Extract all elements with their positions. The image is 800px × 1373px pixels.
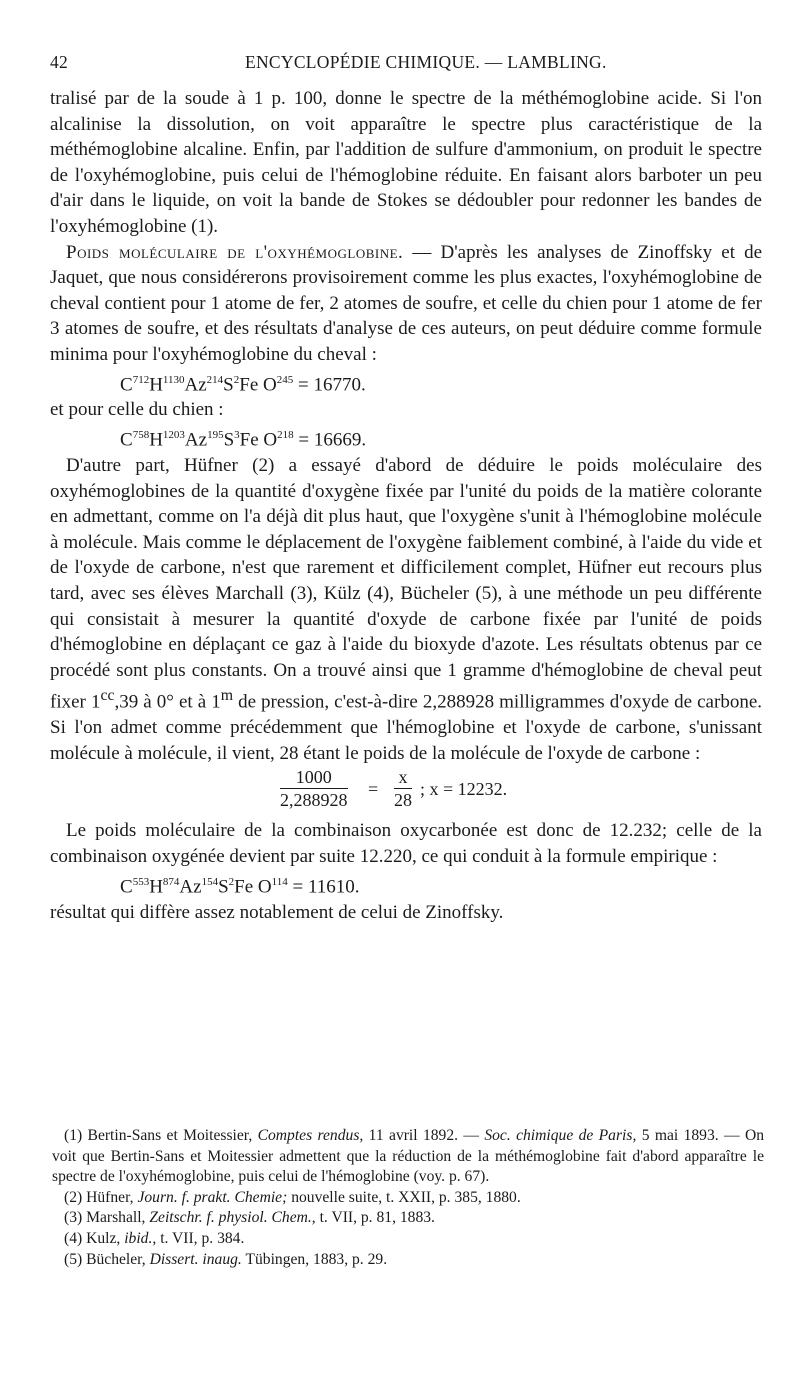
paragraph-2: Poids moléculaire de l'oxyhémoglobine. — D'après les analyses de Zinoffsky et de Jaquet, que nous considérerons provisoirement comme les plus exactes, l'oxyhémoglobine de cheval contient pour 1 atome de fer, 2 atomes de soufre, et celle du chien pour 1 atome de fer 3 atomes de soufre, et des résultats d'analyse de ces auteurs, on peut déduire comme formule minima pour l'oxyhémoglobine du cheval : — [50, 241, 763, 365]
volume-conditions: ,39 à 0° et à 1 — [114, 691, 221, 713]
footnote-mark: (3) — [64, 1209, 83, 1227]
sub-h: 1203 — [162, 429, 185, 442]
footnote-text: Bücheler, — [86, 1250, 146, 1268]
sub-s: 2 — [228, 875, 235, 888]
sub-o: 218 — [277, 429, 294, 442]
sub-o: 245 — [276, 373, 294, 386]
footnote-source: Dissert. inaug. — [149, 1250, 242, 1268]
fraction-2-denominator: 28 — [394, 790, 412, 811]
fraction-1 — [280, 766, 348, 811]
footnotes — [52, 1126, 764, 1270]
fraction-equation — [50, 766, 762, 818]
formula-result: = 16669. — [298, 429, 367, 451]
sub-az: 214 — [206, 373, 224, 386]
footnote-source: Comptes rendus, — [257, 1127, 364, 1144]
footnote-text: 11 avril 1892. — — [368, 1127, 479, 1144]
main-text — [50, 86, 762, 925]
formula-result: = 16770. — [297, 373, 366, 395]
footnote-mark: (5) — [64, 1250, 83, 1268]
section-title: Poids moléculaire de l'oxyhémoglobine. — [66, 241, 404, 263]
footnote-mark: (1) — [64, 1127, 83, 1144]
paragraph-5: Le poids moléculaire de la combinaison oxycarbonée est donc de 12.232; celle de la combinaison oxygénée devient par suite 12.220, ce qui conduit à la formule empirique : — [50, 820, 762, 868]
sub-s: 2 — [233, 373, 240, 386]
footnote-3 — [52, 1208, 764, 1229]
paragraph-4 — [50, 453, 762, 766]
footnote-4 — [52, 1229, 764, 1250]
running-header — [50, 52, 762, 76]
footnote-source: Zeitschr. f. physiol. Chem., — [149, 1209, 316, 1227]
fraction-1-denominator: 2,288928 — [280, 790, 348, 811]
volume-unit: cc — [100, 687, 115, 705]
footnote-text: Bertin-Sans et Moitessier, — [87, 1127, 253, 1144]
fraction-2-numerator: x — [398, 767, 408, 788]
volume-value: 1 — [90, 691, 101, 713]
running-title: ENCYCLOPÉDIE CHIMIQUE. — LAMBLING. — [245, 52, 607, 72]
sub-c: 712 — [132, 373, 150, 386]
footnote-text: nouvelle suite, t. XXII, p. 385, 1880. — [291, 1188, 521, 1206]
footnote-text: t. VII, p. 384. — [160, 1229, 245, 1247]
footnote-5 — [52, 1250, 764, 1271]
footnote-1 — [52, 1126, 764, 1188]
footnote-text: t. VII, p. 81, 1883. — [319, 1209, 435, 1227]
paragraph-3: et pour celle du chien : — [50, 399, 224, 421]
footnote-source: ibid., — [124, 1229, 157, 1247]
formula-dog: $C^{758}H^{1203}Az^{195}S^3Fe$ $O^{218} = 16669$. — [120, 429, 367, 451]
page-number: 42 — [50, 52, 69, 72]
fraction-2 — [394, 766, 412, 811]
footnote-2 — [52, 1188, 764, 1209]
formula-horse: $C^{712}H^{1130}Az^{214}S^2Fe$ $O^{245} = 16770$. — [120, 373, 366, 395]
equals-sign: = — [368, 779, 379, 800]
footnote-text: Kulz, — [86, 1229, 121, 1247]
footnote-text: Hüfner, — [86, 1188, 134, 1206]
fraction-1-numerator: 1000 — [295, 767, 332, 788]
footnote-source: Journ. f. prakt. Chemie; — [137, 1188, 288, 1206]
paragraph-6: résultat qui diffère assez notablement de celui de Zinoffsky. — [50, 901, 504, 923]
sub-h: 1130 — [162, 373, 185, 386]
sub-c: 553 — [132, 875, 150, 888]
sub-c: 758 — [132, 429, 150, 442]
fraction-result: ; x = 12232. — [420, 779, 508, 800]
footnote-source: Soc. chimique de Paris, — [484, 1127, 637, 1144]
sub-h: 874 — [162, 875, 180, 888]
sub-az: 195 — [207, 429, 224, 442]
paragraph-4-tail: de pression, c'est-à-dire 2,288928 milligrammes d'oxyde de carbone. Si l'on admet comme précédemment que l'hémoglobine et l'oxyde de carbone, s'unissant molécule à molécule, il vient, 28 étant le poids de la molécule de l'oxyde de carbone : — [50, 691, 762, 764]
sub-o: 114 — [271, 875, 288, 888]
formula-empirical: $C^{553}H^{874}Az^{154}S^2Fe$ $O^{114} = 11610$. — [120, 875, 360, 897]
footnote-text: 5 mai 1893. — On voit que Bertin-Sans et Moitessier admettent que la réduction de la méthémoglobine fait d'abord apparaître le spectre de l'oxyhémoglobine, puis celui de l'hémoglobine (voy. p. 67). — [52, 1127, 765, 1186]
sub-s: 3 — [234, 429, 240, 442]
pressure-unit: m — [220, 687, 234, 705]
footnote-text: Marshall, — [86, 1209, 146, 1227]
paragraph-4-text: D'autre part, Hüfner (2) a essayé d'abord de déduire le poids moléculaire des oxyhémoglobines de la quantité d'oxygène fixée par l'unité du poids de la matière colorante en admettant, comme on l'a déjà dit plus haut, que l'oxygène s'unit à l'hémoglobine molécule à molécule. Mais comme le déplacement de l'oxygène faiblement combiné, à l'aide du vide et de l'oxyde de carbone, n'est que rarement et difficilement complet, Hüfner eut recours plus tard, avec ses élèves Marchall (3), Külz (4), Bücheler (5), à une méthode un peu différente qui consistait à mesurer la quantité d'oxyde de carbone fixée par l'unité de poids d'hémoglobine en déplaçant ce gaz à l'aide du bioxyde d'azote. Les résultats obtenus par ce procédé sont plus constants. On a trouvé ainsi que 1 gramme d'hémoglobine de cheval peut fixer — [50, 454, 762, 713]
paragraph-2-text: D'après les analyses de Zinoffsky et de Jaquet, que nous considérerons provisoirement comme les plus exactes, l'oxyhémoglobine de cheval contient pour 1 atome de fer, 2 atomes de soufre, et celle du chien pour 1 atome de fer 3 atomes de soufre, et des résultats d'analyse de ces auteurs, on peut déduire comme formule minima pour l'oxyhémoglobine du cheval : — [50, 241, 763, 365]
formula-result: = 11610. — [292, 875, 360, 897]
sub-az: 154 — [201, 875, 219, 888]
paragraph-1: tralisé par de la soude à 1 p. 100, donne le spectre de la méthémoglobine acide. Si l'on alcalinise la dissolution, on voit apparaître le spectre plus caractéristique de la méthémoglobine alcaline. Enfin, par l'addition de sulfure d'ammonium, on produit le spectre de l'oxyhémoglobine, puis celui de l'hémoglobine réduite. En faisant alors barboter un peu d'air dans le liquide, on voit la bande de Stokes se dédoubler pour redonner les bandes de l'oxyhémoglobine (1). — [50, 88, 762, 237]
footnote-mark: (2) — [64, 1188, 83, 1206]
footnote-text: Tübingen, 1883, p. 29. — [245, 1250, 388, 1268]
footnote-mark: (4) — [64, 1229, 83, 1247]
